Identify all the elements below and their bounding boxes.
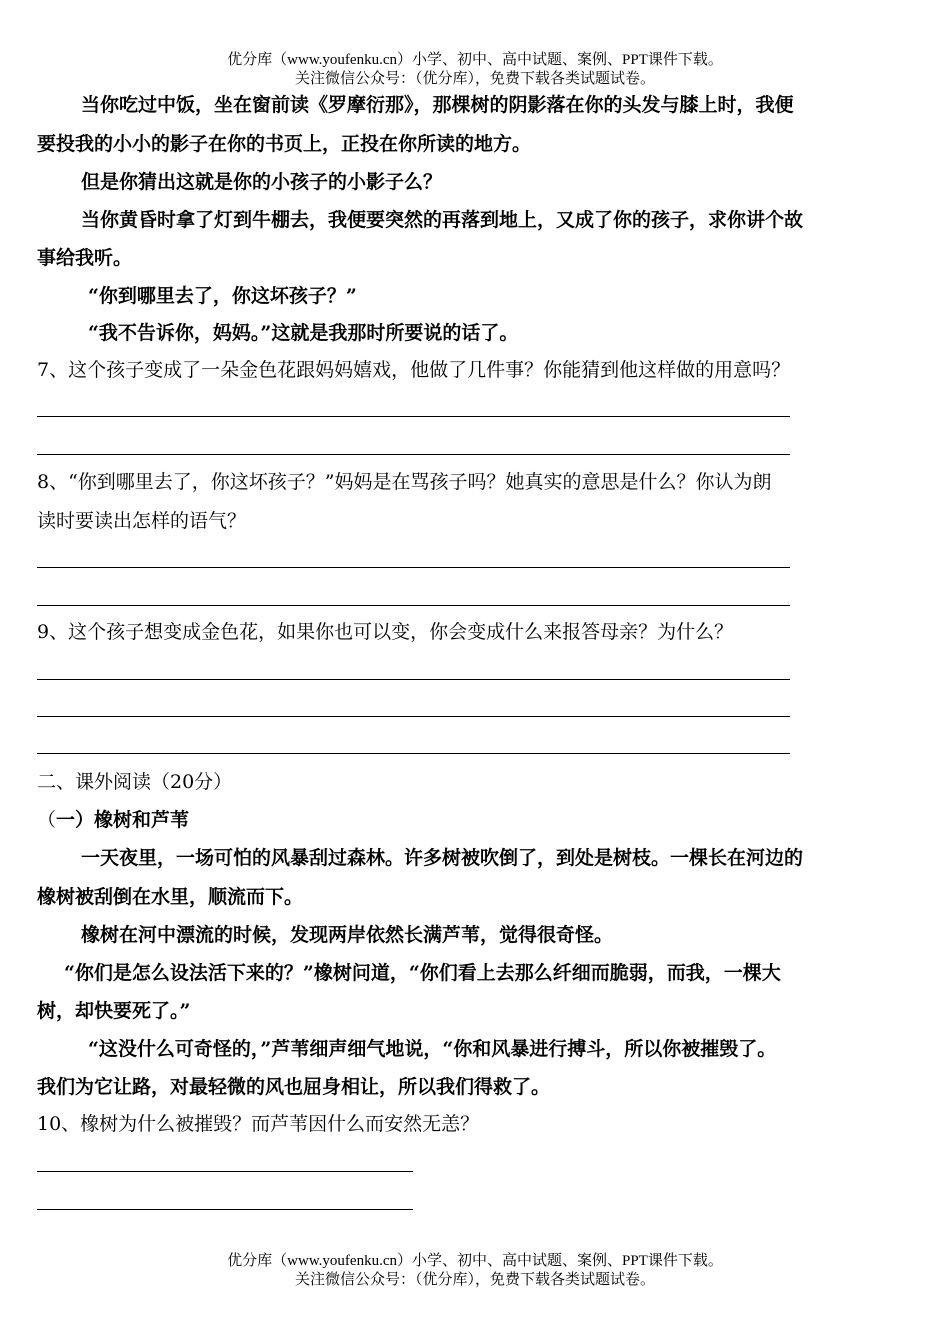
question-8-line1: 8、“你到哪里去了，你这坏孩子？”妈妈是在骂孩子吗？她真实的意思是什么？你认为朗 <box>37 471 772 493</box>
section-2-subtitle: （一）橡树和芦苇 <box>37 809 190 831</box>
passage1-p4: “你到哪里去了，你这坏孩子？” <box>88 285 357 307</box>
passage2-p3-line2: 树，却快要死了。” <box>37 1000 191 1022</box>
page-header <box>0 51 950 89</box>
header-line-1: 优分库（www.youfenku.cn）小学、初中、高中试题、案例、PPT课件下载。 <box>227 52 723 68</box>
answer-line <box>37 454 790 455</box>
question-9: 9、这个孩子想变成金色花，如果你也可以变，你会变成什么来报答母亲？为什么？ <box>37 621 734 643</box>
answer-line <box>37 753 790 754</box>
footer-line-1: 优分库（www.youfenku.cn）小学、初中、高中试题、案例、PPT课件下载。 <box>227 1253 723 1269</box>
passage1-p3-line2: 事给我听。 <box>37 247 133 269</box>
question-7: 7、这个孩子变成了一朵金色花跟妈妈嬉戏，他做了几件事？你能猜到他这样做的用意吗？ <box>37 359 791 381</box>
passage2-p3-line1: “你们是怎么设法活下来的？”橡树问道，“你们看上去那么纤细而脆弱，而我，一棵大 <box>64 962 781 984</box>
answer-line <box>37 567 790 568</box>
passage1-p1-line1: 当你吃过中饭，坐在窗前读《罗摩衍那》，那棵树的阴影落在你的头发与膝上时，我便 <box>81 94 794 116</box>
passage2-p1-line1: 一天夜里，一场可怕的风暴刮过森林。许多树被吹倒了，到处是树枝。一棵长在河边的 <box>81 847 804 869</box>
passage1-p2: 但是你猜出这就是你的小孩子的小影子么？ <box>81 171 443 193</box>
answer-line <box>37 1171 413 1172</box>
page-footer <box>0 1252 950 1290</box>
answer-line <box>37 1209 413 1210</box>
answer-line <box>37 605 790 606</box>
passage2-p4-line2: 我们为它让路，对最轻微的风也屈身相让，所以我们得救了。 <box>37 1076 551 1098</box>
footer-line-2: 关注微信公众号：（优分库），免费下载各类试题试卷。 <box>294 1272 655 1288</box>
answer-line <box>37 679 790 680</box>
passage2-p1-line2: 橡树被刮倒在水里，顺流而下。 <box>37 886 304 908</box>
header-line-2: 关注微信公众号：（优分库），免费下载各类试题试卷。 <box>294 71 655 87</box>
passage2-p2: 橡树在河中漂流的时候，发现两岸依然长满芦苇，觉得很奇怪。 <box>81 924 614 946</box>
passage1-p5: “我不告诉你，妈妈。”这就是我那时所要说的话了。 <box>88 322 519 344</box>
passage2-p4-line1: “这没什么可奇怪的，”芦苇细声细气地说，“你和风暴进行搏斗，所以你被摧毁了。 <box>88 1038 777 1060</box>
passage1-p3-line1: 当你黄昏时拿了灯到牛棚去，我便要突然的再落到地上，又成了你的孩子，求你讲个故 <box>81 209 804 231</box>
section-2-subtitle-text: 一）橡树和芦苇 <box>56 809 190 831</box>
passage1-p1-line2: 要投我的小小的影子在你的书页上，正投在你所读的地方。 <box>37 133 532 155</box>
section-2-title: 二、课外阅读（20分） <box>37 771 233 793</box>
answer-line <box>37 416 790 417</box>
answer-line <box>37 716 790 717</box>
question-8-line2: 读时要读出怎样的语气？ <box>37 510 247 532</box>
question-10: 10、橡树为什么被摧毁？而芦苇因什么而安然无恙？ <box>37 1113 480 1135</box>
